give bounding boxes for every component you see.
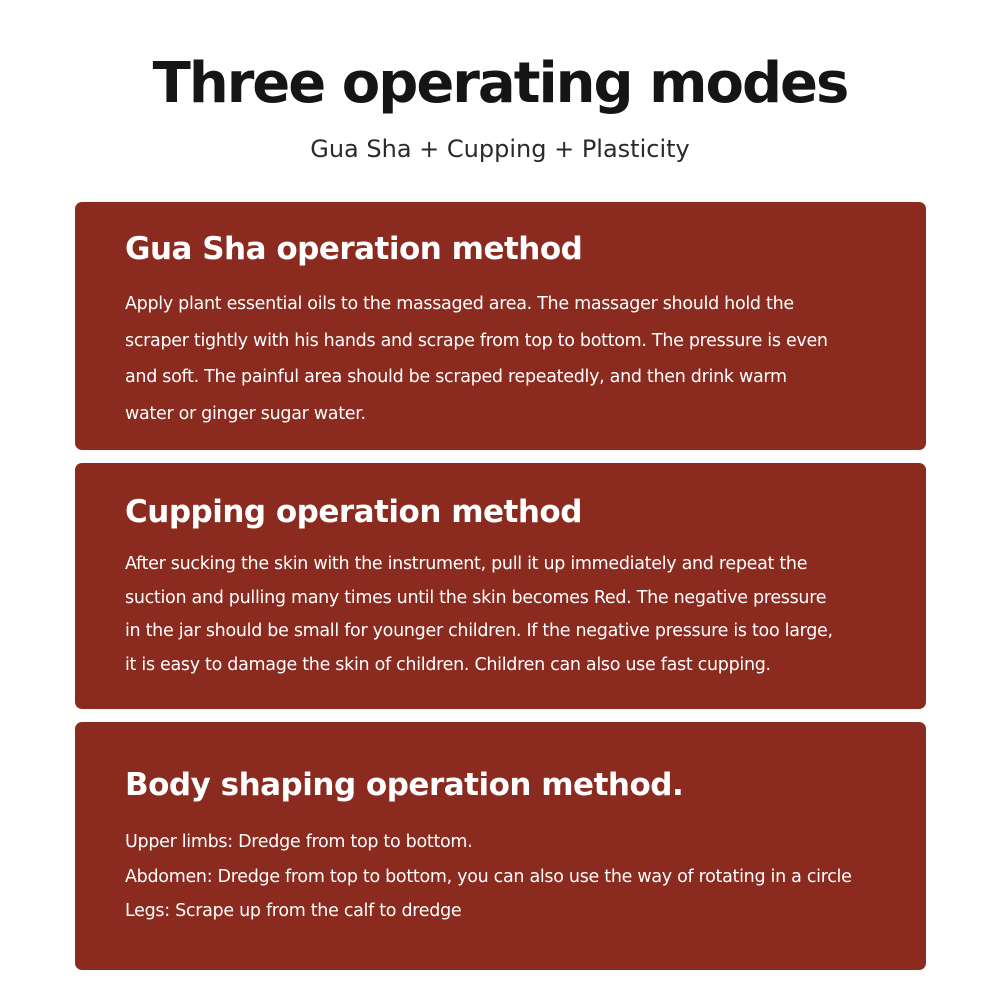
page-title: Three operating modes bbox=[152, 51, 848, 116]
gua-sha-card bbox=[75, 202, 926, 450]
cupping-line-4: it is easy to damage the skin of children. Children can also use fast cupping. bbox=[125, 654, 771, 675]
gua-sha-description bbox=[125, 286, 886, 432]
cupping-line-2: suction and pulling many times until the skin becomes Red. The negative pressure bbox=[125, 587, 827, 608]
gua-sha-line-4: water or ginger sugar water. bbox=[125, 403, 366, 424]
body-shaping-line-2: Abdomen: Dredge from top to bottom, you can also use the way of rotating in a circle bbox=[125, 866, 852, 887]
cupping-card bbox=[75, 463, 926, 709]
body-shaping-card bbox=[75, 722, 926, 970]
gua-sha-line-1: Apply plant essential oils to the massaged area. The massager should hold the bbox=[125, 294, 794, 314]
cupping-line-3: in the jar should be small for younger children. If the negative pressure is too large, bbox=[125, 621, 833, 641]
gua-sha-line-2: scraper tightly with his hands and scrape from top to bottom. The pressure is even bbox=[125, 330, 828, 351]
gua-sha-heading: Gua Sha operation method bbox=[125, 231, 583, 267]
page-subtitle: Gua Sha + Cupping + Plasticity bbox=[310, 135, 690, 163]
cupping-line-1: After sucking the skin with the instrument, pull it up immediately and repeat the bbox=[125, 554, 808, 574]
body-shaping-description bbox=[125, 825, 886, 929]
body-shaping-line-1: Upper limbs: Dredge from top to bottom. bbox=[125, 832, 473, 852]
body-shaping-line-3: Legs: Scrape up from the calf to dredge bbox=[125, 901, 462, 921]
gua-sha-line-3: and soft. The painful area should be scraped repeatedly, and then drink warm bbox=[125, 367, 787, 387]
cupping-heading: Cupping operation method bbox=[125, 494, 582, 530]
body-shaping-heading: Body shaping operation method. bbox=[125, 767, 684, 803]
cupping-description bbox=[125, 548, 886, 682]
